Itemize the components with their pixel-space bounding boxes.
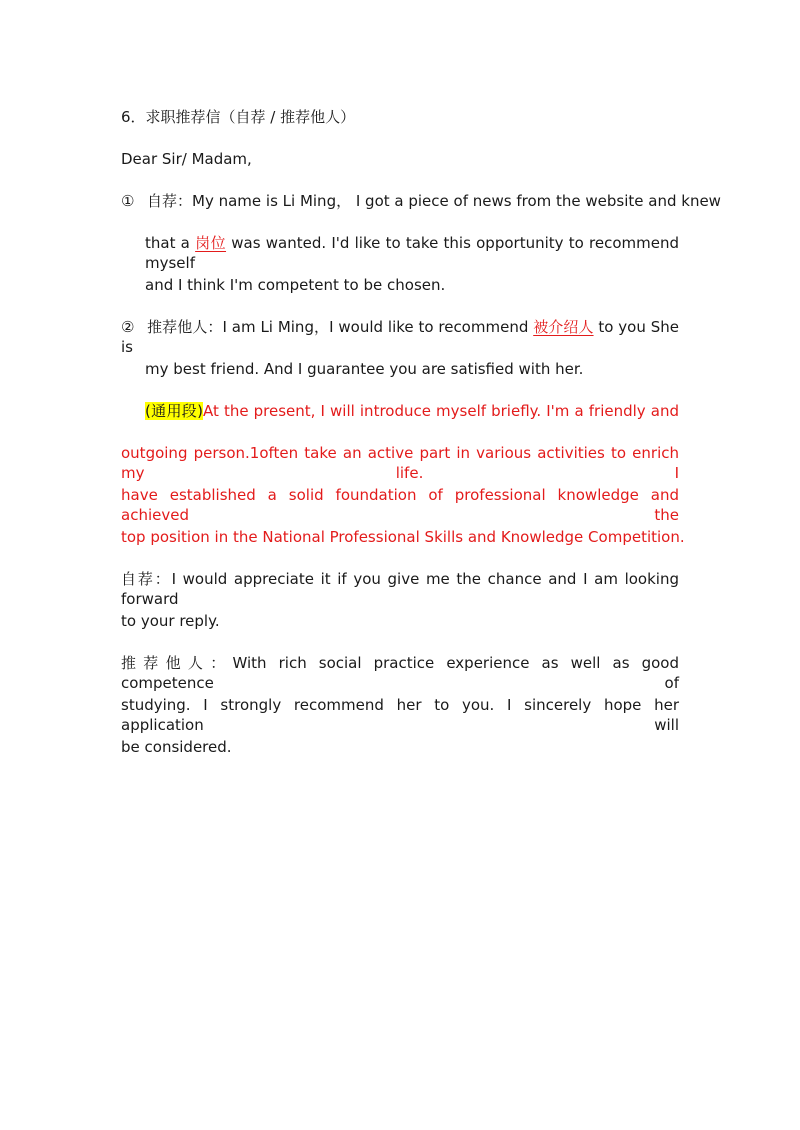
other-label: 推荐他人： bbox=[147, 318, 223, 336]
common-text-1: At the present, I will introduce myself briefly. I'm a friendly and bbox=[202, 402, 679, 420]
other-text-1b: to you She is bbox=[121, 318, 679, 356]
item-self-line-1 bbox=[121, 191, 721, 211]
closing-other-line-1 bbox=[121, 653, 679, 693]
closing-self-line-2: to your reply. bbox=[121, 612, 220, 630]
closing-other-label: 推荐他人： bbox=[121, 654, 233, 672]
item-self-line-3: and I think I'm competent to be chosen. bbox=[145, 276, 446, 294]
closing-self-line-1 bbox=[121, 569, 679, 609]
self-text-2a: that a bbox=[145, 234, 196, 252]
closing-other-text-1: With rich social practice experience as well as good competence of bbox=[121, 654, 679, 692]
common-line-1 bbox=[145, 401, 679, 421]
circled-one-marker: ① bbox=[121, 192, 135, 210]
salutation: Dear Sir/ Madam, bbox=[121, 150, 252, 168]
common-paragraph-tag: (通用段) bbox=[145, 402, 203, 420]
closing-self-text-1: I would appreciate it if you give me the chance and I am looking forward bbox=[121, 570, 679, 608]
circled-two-marker: ② bbox=[121, 318, 135, 336]
position-blank: 岗位 bbox=[195, 234, 227, 252]
item-other-line-1 bbox=[121, 317, 679, 357]
self-label: 自荐： bbox=[147, 192, 193, 210]
other-text-1a: I am Li Ming，I would like to recommend bbox=[222, 318, 534, 336]
common-line-4: top position in the National Professional Skills and Knowledge Competition. bbox=[121, 528, 685, 546]
closing-other-line-2: studying. I strongly recommend her to you. I sincerely hope her application will bbox=[121, 696, 679, 734]
closing-self-label: 自荐： bbox=[121, 570, 172, 588]
section-heading: 6．求职推荐信（自荐 / 推荐他人） bbox=[121, 108, 356, 126]
referee-blank: 被介绍人 bbox=[533, 318, 594, 336]
closing-other-line-3: be considered. bbox=[121, 738, 232, 756]
item-self-line-2 bbox=[145, 233, 679, 273]
self-text-2b: was wanted. I'd like to take this opportunity to recommend myself bbox=[145, 234, 679, 272]
common-line-2: outgoing person.1often take an active part in various activities to enrich my life. I bbox=[121, 444, 679, 482]
common-line-3: have established a solid foundation of professional knowledge and achieved the bbox=[121, 486, 679, 524]
self-text-1: My name is Li Ming， I got a piece of news from the website and knew bbox=[192, 192, 721, 210]
item-other-line-2: my best friend. And I guarantee you are satisfied with her. bbox=[145, 360, 584, 378]
